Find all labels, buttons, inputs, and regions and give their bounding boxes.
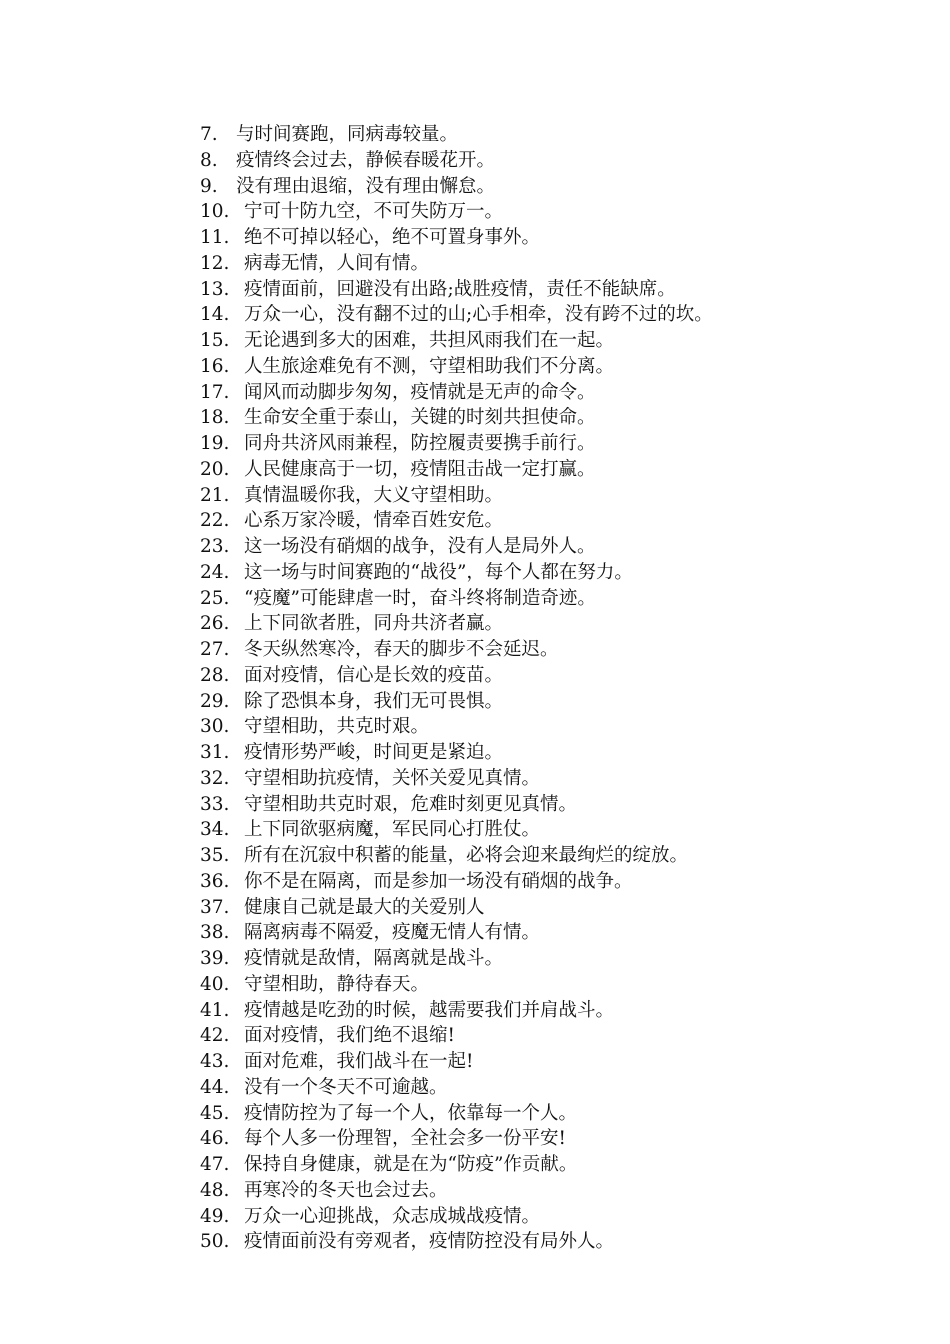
item-text: 宁可十防九空，不可失防万一。 bbox=[244, 201, 504, 223]
item-text: 每个人多一份理智，全社会多一份平安! bbox=[244, 1128, 566, 1150]
item-number: 26. bbox=[200, 613, 230, 635]
item-number: 28. bbox=[200, 664, 230, 686]
list-item bbox=[200, 586, 713, 612]
list-item bbox=[200, 972, 713, 998]
list-item bbox=[200, 689, 713, 715]
list-item bbox=[200, 766, 713, 792]
list-item bbox=[200, 740, 713, 766]
list-item bbox=[200, 148, 713, 174]
item-number: 20. bbox=[200, 458, 230, 480]
item-text: 健康自己就是最大的关爱别人 bbox=[244, 896, 485, 918]
item-text: 疫情面前，回避没有出路;战胜疫情，责任不能缺席。 bbox=[244, 278, 676, 300]
item-number: 45. bbox=[200, 1102, 230, 1124]
item-text: 隔离病毒不隔爱，疫魔无情人有情。 bbox=[244, 922, 541, 944]
item-text: 疫情终会过去，静候春暖花开。 bbox=[236, 149, 496, 171]
list-item bbox=[200, 1049, 713, 1075]
item-text: 病毒无情，人间有情。 bbox=[244, 252, 430, 274]
item-number: 19. bbox=[200, 433, 230, 454]
item-text: 疫情防控为了每一个人，依靠每一个人。 bbox=[244, 1102, 578, 1124]
item-number: 31. bbox=[200, 742, 230, 763]
item-number: 14. bbox=[200, 304, 230, 326]
item-text: 面对疫情，信心是长效的疫苗。 bbox=[244, 664, 504, 686]
list-item bbox=[200, 895, 713, 921]
item-number: 25. bbox=[200, 587, 230, 609]
item-text: 守望相助，共克时艰。 bbox=[244, 716, 430, 738]
item-number: 11. bbox=[200, 227, 230, 248]
item-text: 这一场没有硝烟的战争，没有人是局外人。 bbox=[244, 536, 596, 557]
item-text: 冬天纵然寒冷，春天的脚步不会延迟。 bbox=[244, 639, 559, 660]
item-number: 46. bbox=[200, 1128, 230, 1150]
item-text: 心系万家冷暖，情牵百姓安危。 bbox=[244, 510, 504, 532]
item-number: 36. bbox=[200, 870, 230, 892]
item-number: 33. bbox=[200, 793, 230, 815]
item-number: 12. bbox=[200, 252, 230, 274]
list-item bbox=[200, 843, 713, 869]
list-item bbox=[200, 483, 713, 509]
item-number: 8. bbox=[200, 149, 218, 171]
item-text: 万众一心，没有翻不过的山;心手相牵，没有跨不过的坎。 bbox=[244, 304, 713, 326]
item-number: 10. bbox=[200, 201, 230, 223]
item-text: 除了恐惧本身，我们无可畏惧。 bbox=[244, 690, 504, 712]
list-item bbox=[200, 354, 713, 380]
item-text: 守望相助，静待春天。 bbox=[244, 973, 430, 995]
item-text: 没有一个冬天不可逾越。 bbox=[244, 1076, 448, 1098]
item-text: 人生旅途难免有不测，守望相助我们不分离。 bbox=[244, 355, 615, 377]
list-item bbox=[200, 122, 713, 148]
item-number: 29. bbox=[200, 690, 230, 712]
item-number: 35. bbox=[200, 845, 230, 866]
item-number: 27. bbox=[200, 639, 230, 660]
item-number: 38. bbox=[200, 922, 230, 944]
item-text: 你不是在隔离，而是参加一场没有硝烟的战争。 bbox=[244, 870, 633, 892]
item-text: 所有在沉寂中积蓄的能量，必将会迎来最绚烂的绽放。 bbox=[244, 845, 689, 866]
item-text: 上下同欲驱病魔，军民同心打胜仗。 bbox=[244, 819, 541, 841]
list-item bbox=[200, 1204, 713, 1230]
item-number: 47. bbox=[200, 1154, 230, 1175]
list-item bbox=[200, 1152, 713, 1178]
item-number: 16. bbox=[200, 355, 230, 377]
item-text: 面对疫情，我们绝不退缩! bbox=[244, 1025, 455, 1047]
item-text: 疫情越是吃劲的时候，越需要我们并肩战斗。 bbox=[244, 999, 615, 1021]
item-text: 上下同欲者胜，同舟共济者赢。 bbox=[244, 613, 504, 635]
item-text: 疫情形势严峻，时间更是紧迫。 bbox=[244, 742, 504, 763]
list-item bbox=[200, 199, 713, 225]
item-text: “疫魔”可能肆虐一时，奋斗终将制造奇迹。 bbox=[244, 587, 596, 609]
item-number: 34. bbox=[200, 819, 230, 841]
item-number: 50. bbox=[200, 1231, 230, 1253]
list-item bbox=[200, 225, 713, 251]
item-number: 32. bbox=[200, 767, 230, 789]
item-number: 18. bbox=[200, 407, 230, 429]
list-item bbox=[200, 1101, 713, 1127]
item-number: 49. bbox=[200, 1205, 230, 1227]
list-item bbox=[200, 1229, 713, 1255]
list-item bbox=[200, 611, 713, 637]
list-item bbox=[200, 714, 713, 740]
list-item bbox=[200, 1075, 713, 1101]
list-item bbox=[200, 277, 713, 303]
list-item bbox=[200, 457, 713, 483]
list-item bbox=[200, 405, 713, 431]
item-number: 43. bbox=[200, 1051, 230, 1072]
item-text: 疫情面前没有旁观者，疫情防控没有局外人。 bbox=[244, 1231, 615, 1253]
item-number: 40. bbox=[200, 973, 230, 995]
item-number: 13. bbox=[200, 278, 230, 300]
item-number: 42. bbox=[200, 1025, 230, 1047]
list-item bbox=[200, 431, 713, 457]
item-number: 30. bbox=[200, 716, 230, 738]
item-number: 41. bbox=[200, 999, 230, 1021]
list-item bbox=[200, 817, 713, 843]
item-text: 与时间赛跑，同病毒较量。 bbox=[236, 124, 459, 145]
list-item bbox=[200, 663, 713, 689]
item-number: 22. bbox=[200, 510, 230, 532]
item-text: 没有理由退缩，没有理由懈怠。 bbox=[236, 175, 496, 197]
list-item bbox=[200, 328, 713, 354]
list-item bbox=[200, 1023, 713, 1049]
item-number: 44. bbox=[200, 1076, 230, 1098]
item-text: 这一场与时间赛跑的“战役”，每个人都在努力。 bbox=[244, 561, 633, 583]
list-item bbox=[200, 302, 713, 328]
item-text: 人民健康高于一切，疫情阻击战一定打赢。 bbox=[244, 458, 596, 480]
item-text: 面对危难，我们战斗在一起! bbox=[244, 1051, 474, 1072]
list-item bbox=[200, 174, 713, 200]
item-text: 同舟共济风雨兼程，防控履责要携手前行。 bbox=[244, 433, 596, 454]
item-text: 守望相助抗疫情，关怀关爱见真情。 bbox=[244, 767, 541, 789]
slogan-list bbox=[200, 122, 713, 1255]
item-text: 守望相助共克时艰，危难时刻更见真情。 bbox=[244, 793, 578, 815]
item-text: 生命安全重于泰山，关键的时刻共担使命。 bbox=[244, 407, 596, 429]
item-text: 真情温暖你我，大义守望相助。 bbox=[244, 484, 504, 506]
list-item bbox=[200, 534, 713, 560]
item-number: 24. bbox=[200, 561, 230, 583]
item-number: 15. bbox=[200, 330, 230, 351]
list-item bbox=[200, 792, 713, 818]
list-item bbox=[200, 1126, 713, 1152]
list-item bbox=[200, 1178, 713, 1204]
list-item bbox=[200, 560, 713, 586]
list-item bbox=[200, 946, 713, 972]
item-number: 39. bbox=[200, 948, 230, 969]
item-text: 无论遇到多大的困难，共担风雨我们在一起。 bbox=[244, 330, 615, 351]
list-item bbox=[200, 380, 713, 406]
list-item bbox=[200, 637, 713, 663]
list-item bbox=[200, 869, 713, 895]
item-text: 保持自身健康，就是在为“防疫”作贡献。 bbox=[244, 1154, 578, 1175]
list-item bbox=[200, 998, 713, 1024]
item-number: 7. bbox=[200, 124, 218, 145]
item-number: 37. bbox=[200, 896, 230, 918]
item-number: 23. bbox=[200, 536, 230, 557]
list-item bbox=[200, 251, 713, 277]
item-number: 9. bbox=[200, 175, 218, 197]
list-item bbox=[200, 508, 713, 534]
item-text: 闻风而动脚步匆匆，疫情就是无声的命令。 bbox=[244, 381, 596, 403]
item-text: 疫情就是敌情，隔离就是战斗。 bbox=[244, 948, 504, 969]
list-item bbox=[200, 920, 713, 946]
item-text: 再寒冷的冬天也会过去。 bbox=[244, 1179, 448, 1201]
item-number: 21. bbox=[200, 484, 230, 506]
item-text: 绝不可掉以轻心，绝不可置身事外。 bbox=[244, 227, 541, 248]
item-number: 17. bbox=[200, 381, 230, 403]
item-text: 万众一心迎挑战，众志成城战疫情。 bbox=[244, 1205, 541, 1227]
item-number: 48. bbox=[200, 1179, 230, 1201]
